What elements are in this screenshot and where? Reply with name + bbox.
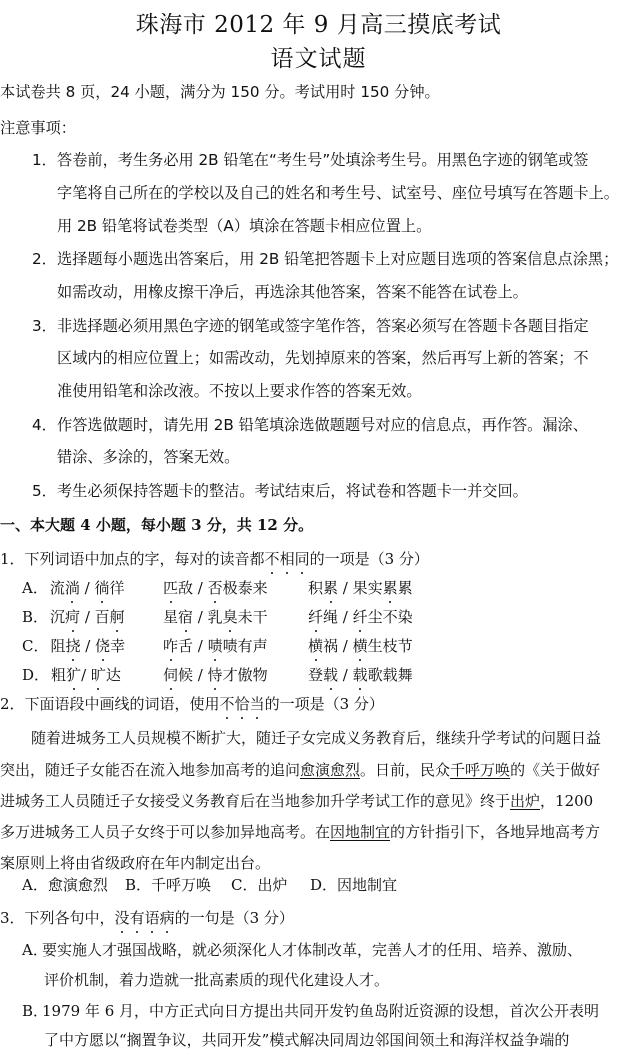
question-3-option-a-label: A． xyxy=(22,941,48,959)
question-2-stem xyxy=(0,693,384,714)
passage-line: 随着进城务工人员规模不断扩大，随迁子女完成义务教育后，继续升学考试的问题日益 xyxy=(31,729,602,747)
word: 敌 / xyxy=(178,579,208,597)
word: / 果实 xyxy=(338,579,383,597)
stem-text: 2．下面语段中画线的词语，使用 xyxy=(0,695,220,713)
dotted-char: 横 xyxy=(308,637,324,655)
word: / 百 xyxy=(80,608,110,626)
exam-intro: 本试卷共 8 页，24 小题，满分为 150 分。考试用时 150 分钟。 xyxy=(0,83,440,101)
question-2-option-c: C．出炉 xyxy=(231,876,288,894)
word: 登 xyxy=(308,666,324,684)
notice-item-5-line: 考生必须保持答题卡的整洁。考试结束后，将试卷和答题卡一并交回。 xyxy=(57,482,528,500)
word: 生枝节 xyxy=(367,637,413,655)
dotted-char: 徜 xyxy=(94,579,110,597)
option-label: A． xyxy=(22,579,48,597)
word: / xyxy=(80,637,96,655)
dotted-char: 臭 xyxy=(222,608,238,626)
notice-item-3-num: 3． xyxy=(32,317,57,335)
dotted-char: 恰 xyxy=(234,695,250,713)
dotted-char: 不 xyxy=(264,550,280,568)
word: / xyxy=(338,666,353,684)
word: 啧有声 xyxy=(222,637,268,655)
stem-text: 3．下列各句中， xyxy=(0,909,115,927)
stem-text: 的一句是（3 分） xyxy=(174,909,294,927)
question-1-option-c-group-3 xyxy=(308,635,413,656)
notice-item-2-line: 选择题每小题选出答案后，用 2B 铅笔把答题卡上对应题目选项的答案信息点涂黑； xyxy=(57,250,619,268)
passage-text: 进城务工人员随迁子女接受义务教育后在当地参加升学考试工作的意见》终于 xyxy=(0,792,511,810)
passage-text: 突出，随迁子女能否在流入地参加高考的追问 xyxy=(0,761,301,779)
dotted-char: 累 xyxy=(323,579,339,597)
notice-item-3-line: 准使用铅笔和涂改液。不按以上要求作答的答案无效。 xyxy=(57,382,422,400)
passage-line xyxy=(0,821,600,842)
dotted-char: 纤 xyxy=(352,608,368,626)
dotted-char: 纤 xyxy=(308,608,324,626)
question-1-option-d xyxy=(22,664,121,685)
dotted-char: 犷 xyxy=(66,666,82,684)
question-1-option-a xyxy=(22,577,125,598)
underlined-phrase: 出炉 xyxy=(510,792,541,810)
notice-item-1-num: 1． xyxy=(32,151,57,169)
word: 歌载舞 xyxy=(367,666,413,684)
dotted-char: 匹 xyxy=(163,579,179,597)
dotted-char: 不 xyxy=(219,695,235,713)
question-1-option-b xyxy=(22,606,125,627)
dotted-char: 挠 xyxy=(65,637,81,655)
passage-line: 案原则上将由省级政府在年内制定出台。 xyxy=(0,854,271,872)
question-1-option-c xyxy=(22,635,125,656)
word: 达 xyxy=(105,666,121,684)
question-1-option-c-group-2 xyxy=(163,635,268,656)
passage-text: 。日前，民众 xyxy=(360,761,451,779)
notice-item-1-line: 答卷前，考生务必用 2B 铅笔在“考生号”处填涂考生号。用黑色字迹的钢笔或签 xyxy=(57,151,589,169)
section-1-heading: 一、本大题 4 小题，每小题 3 分，共 12 分。 xyxy=(0,516,314,534)
dotted-char: 侥 xyxy=(95,637,111,655)
notice-heading: 注意事项： xyxy=(0,119,76,137)
dotted-char: 咋 xyxy=(163,637,179,655)
question-1-option-d-group-2 xyxy=(163,664,268,685)
question-2-option-d: D．因地制宜 xyxy=(310,876,398,894)
word: / xyxy=(79,579,95,597)
dotted-char: 啧 xyxy=(207,637,223,655)
dotted-char: 同 xyxy=(294,550,310,568)
notice-item-4-num: 4． xyxy=(32,416,57,434)
dotted-char: 有 xyxy=(129,909,145,927)
underlined-phrase: 愈演愈烈 xyxy=(300,761,361,779)
word: 绳 / xyxy=(323,608,353,626)
word: 祸 / xyxy=(323,637,353,655)
word: 候 / xyxy=(178,666,208,684)
dotted-char: 否 xyxy=(207,579,223,597)
question-2-option-a: A．愈演愈烈 xyxy=(22,876,108,894)
question-1-option-d-group-3 xyxy=(308,664,413,685)
option-label: D． xyxy=(22,666,50,684)
word: 幸 xyxy=(110,637,126,655)
notice-item-4-line: 作答选做题时，请先用 2B 铅笔填涂选做题题号对应的信息点，再作答。漏涂、 xyxy=(57,416,588,434)
word: 极泰来 xyxy=(222,579,268,597)
dotted-char: 伺 xyxy=(163,666,179,684)
underlined-phrase: 因地制宜 xyxy=(330,823,391,841)
notice-item-1-line: 用 2B 铅笔将试卷类型（A）填涂在答题卡相应位置上。 xyxy=(57,217,432,235)
notice-item-4-line: 错涂、多涂的，答案无效。 xyxy=(57,448,240,466)
dotted-char: 旷 xyxy=(90,666,106,684)
dotted-char: 累 xyxy=(382,579,398,597)
dotted-char: 语 xyxy=(144,909,160,927)
question-1-option-a-group-2 xyxy=(163,577,268,598)
passage-line xyxy=(0,759,600,780)
question-1-stem xyxy=(0,548,429,569)
option-label: B． xyxy=(22,608,49,626)
question-1-option-b-group-3 xyxy=(308,606,413,627)
dotted-char: 宿 xyxy=(178,608,194,626)
dotted-char: 没 xyxy=(114,909,130,927)
passage-text: ，1200 xyxy=(540,792,594,810)
word: 尘不染 xyxy=(367,608,413,626)
word: 才傲物 xyxy=(222,666,268,684)
passage-line xyxy=(0,790,593,811)
question-1-option-b-group-2 xyxy=(163,606,268,627)
dotted-char: 淌 xyxy=(64,579,80,597)
notice-item-5-num: 5． xyxy=(32,482,57,500)
notice-item-1-line: 字笔将自己所在的学校以及自己的姓名和考生号、试室号、座位号填写在答题卡上。 xyxy=(57,184,619,202)
word: / xyxy=(81,666,91,684)
dotted-char: 恃 xyxy=(207,666,223,684)
dotted-char: 当 xyxy=(249,695,265,713)
dotted-char: 载 xyxy=(352,666,368,684)
question-3-option-b-line: 1979 年 6 月，中方正式向日方提出共同开发钓鱼岛附近资源的设想，首次公开表明 xyxy=(42,1002,600,1020)
word: 沉 xyxy=(50,608,66,626)
word: 流 xyxy=(49,579,65,597)
dotted-char: 横 xyxy=(352,637,368,655)
dotted-char: 载 xyxy=(323,666,339,684)
dotted-char: 病 xyxy=(159,909,175,927)
exam-subtitle: 语文试题 xyxy=(270,46,367,72)
option-label: C． xyxy=(22,637,49,655)
notice-item-2-num: 2． xyxy=(32,250,57,268)
question-3-option-a-line: 要实施人才强国战略，就必须深化人才体制改革，完善人才的任用、培养、激励、 xyxy=(42,941,583,959)
word: 粗 xyxy=(51,666,67,684)
word: 未干 xyxy=(237,608,268,626)
stem-text: 的一项是（3 分） xyxy=(264,695,384,713)
stem-text: 的一项是（3 分） xyxy=(309,550,429,568)
stem-text: 1．下列词语中加点的字，每对的读音都 xyxy=(0,550,265,568)
word: 星 xyxy=(163,608,179,626)
question-1-option-a-group-3 xyxy=(308,577,413,598)
dotted-char: 相 xyxy=(279,550,295,568)
question-3-option-b-label: B． xyxy=(22,1002,49,1020)
word: 阻 xyxy=(50,637,66,655)
question-3-option-a-line: 评价机制，着力造就一批高素质的现代化建设人才。 xyxy=(44,971,390,989)
question-3-stem xyxy=(0,907,294,928)
word: 积 xyxy=(308,579,324,597)
notice-item-3-line: 非选择题必须用黑色字迹的钢笔或签字笔作答，答案必须写在答题卡各题目指定 xyxy=(57,317,589,335)
notice-item-2-line: 如需改动，用橡皮擦干净后，再选涂其他答案，答案不能答在试卷上。 xyxy=(57,283,528,301)
underlined-phrase: 千呼万唤 xyxy=(450,761,511,779)
question-3-option-b-line: 了中方愿以“搁置争议，共同开发”模式解决同周边邻国间领土和海洋权益争端的 xyxy=(44,1031,570,1049)
word: 累 xyxy=(397,579,413,597)
exam-title: 珠海市 2012 年 9 月高三摸底考试 xyxy=(135,12,502,38)
passage-text: 的《关于做好 xyxy=(510,761,601,779)
word: 徉 xyxy=(109,579,125,597)
passage-text: 的方针指引下，各地异地高考方 xyxy=(390,823,601,841)
word: 舌 / xyxy=(178,637,208,655)
passage-text: 多万进城务工人员子女终于可以参加异地高考。在 xyxy=(0,823,331,841)
notice-item-3-line: 区域内的相应位置上；如需改动，先划掉原来的答案，然后再写上新的答案；不 xyxy=(57,349,589,367)
dotted-char: 疴 xyxy=(65,608,81,626)
word: / 乳 xyxy=(193,608,223,626)
dotted-char: 舸 xyxy=(109,608,125,626)
question-2-option-b: B．千呼万唤 xyxy=(125,876,212,894)
